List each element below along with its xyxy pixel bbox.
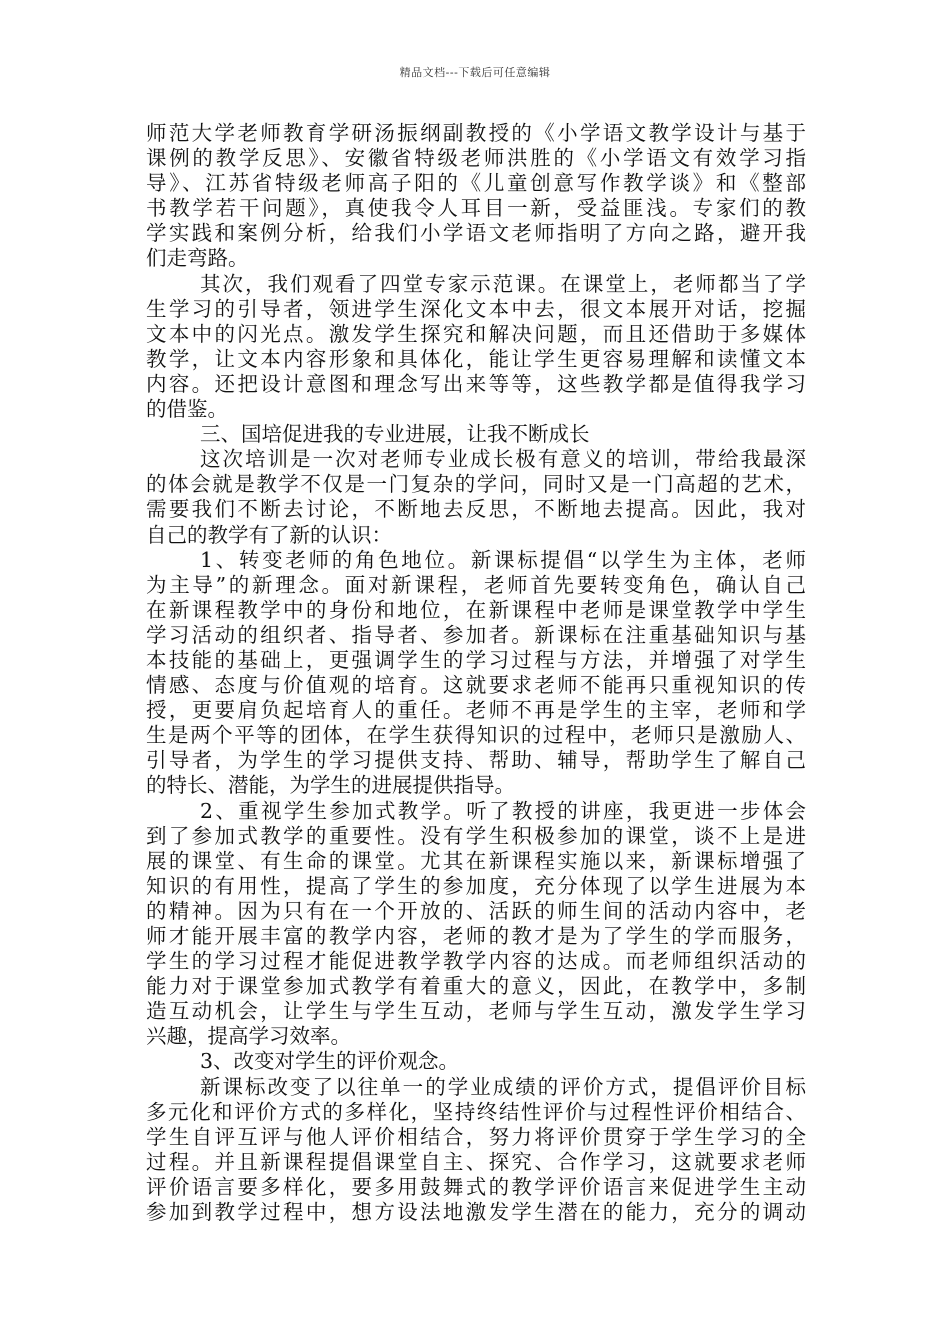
text-line: 知识的有用性，提高了学生的参加度，充分体现了以学生进展为本: [146, 873, 806, 898]
text-line: 多元化和评价方式的多样化，坚持终结性评价与过程性评价相结合、: [146, 1099, 806, 1124]
text-line: 这次培训是一次对老师专业成长极有意义的培训，带给我最深: [200, 447, 806, 472]
text-line: 1、转变老师的角色地位。新课标提倡“以学生为主体，老师: [200, 547, 806, 572]
text-line: 学习活动的组织者、指导者、参加者。新课标在注重基础知识与基: [146, 622, 806, 647]
text-line: 三、国培促进我的专业进展，让我不断成长: [200, 422, 590, 447]
text-line: 学实践和案例分析，给我们小学语文老师指明了方向之路，避开我: [146, 221, 806, 246]
text-line: 展的课堂、有生命的课堂。尤其在新课程实施以来，新课标增强了: [146, 848, 806, 873]
text-line: 本技能的基础上，更强调学生的学习过程与方法，并增强了对学生: [146, 647, 806, 672]
text-line: 生是两个平等的团体，在学生获得知识的过程中，老师只是激励人、: [146, 723, 806, 748]
text-line: 情感、态度与价值观的培育。这就要求老师不能再只重视知识的传: [146, 673, 806, 698]
text-line: 授，更要肩负起培育人的重任。老师不再是学生的主宰，老师和学: [146, 698, 806, 723]
text-line: 到了参加式教学的重要性。没有学生积极参加的课堂，谈不上是进: [146, 823, 806, 848]
document-body: [146, 121, 806, 1225]
text-line: 其次，我们观看了四堂专家示范课。在课堂上，老师都当了学: [200, 271, 806, 296]
text-line: 的特长、潜能，为学生的进展提供指导。: [146, 773, 515, 798]
text-line: 的借鉴。: [146, 397, 228, 422]
text-line: 2、重视学生参加式教学。听了教授的讲座，我更进一步体会: [200, 798, 806, 823]
text-line: 引导者，为学生的学习提供支持、帮助、辅导，帮助学生了解自己: [146, 748, 806, 773]
text-line: 导》、江苏省特级老师高子阳的《儿童创意写作教学谈》和《整部: [146, 171, 806, 196]
text-line: 们走弯路。: [146, 246, 249, 271]
text-line: 书教学若干问题》，真使我令人耳目一新，受益匪浅。专家们的教: [146, 196, 806, 221]
text-line: 的体会就是教学不仅是一门复杂的学问，同时又是一门高超的艺术，: [146, 472, 806, 497]
text-line: 内容。还把设计意图和理念写出来等等，这些教学都是值得我学习: [146, 371, 806, 396]
text-line: 需要我们不断去讨论，不断地去反思，不断地去提高。因此，我对: [146, 497, 806, 522]
text-line: 过程。并且新课程提倡课堂自主、探究、合作学习，这就要求老师: [146, 1149, 806, 1174]
text-line: 兴趣，提高学习效率。: [146, 1024, 351, 1049]
text-line: 师才能开展丰富的教学内容，老师的教才是为了学生的学而服务，: [146, 924, 806, 948]
text-line: 能力对于课堂参加式教学有着重大的意义，因此，在教学中，多制: [146, 974, 806, 999]
text-line: 在新课程教学中的身份和地位，在新课程中老师是课堂教学中学生: [146, 597, 806, 622]
text-line: 教学，让文本内容形象和具体化，能让学生更容易理解和读懂文本: [146, 346, 806, 371]
text-line: 参加到教学过程中，想方设法地激发学生潜在的能力，充分的调动: [146, 1200, 806, 1225]
text-line: 课例的教学反思》、安徽省特级老师洪胜的《小学语文有效学习指: [146, 146, 806, 171]
text-line: 新课标改变了以往单一的学业成绩的评价方式，提倡评价目标: [200, 1074, 806, 1099]
text-line: 生学习的引导者，领进学生深化文本中去，很文本展开对话，挖掘: [146, 296, 806, 321]
text-line: 学生自评互评与他人评价相结合，努力将评价贯穿于学生学习的全: [146, 1124, 806, 1149]
text-line: 学生的学习过程才能促进教学教学内容的达成。而老师组织活动的: [146, 949, 806, 974]
text-line: 文本中的闪光点。激发学生探究和解决问题，而且还借助于多媒体: [146, 321, 806, 346]
text-line: 自己的教学有了新的认识：: [146, 522, 392, 547]
text-line: 3、改变对学生的评价观念。: [200, 1049, 460, 1074]
page-header: 精品文档---下载后可任意编辑: [399, 66, 551, 79]
text-line: 评价语言要多样化，要多用鼓舞式的教学评价语言来促进学生主动: [146, 1174, 806, 1199]
text-line: 的精神。因为只有在一个开放的、活跃的师生间的活动内容中，老: [146, 898, 806, 923]
text-line: 为主导”的新理念。面对新课程，老师首先要转变角色，确认自己: [146, 572, 806, 597]
text-line: 师范大学老师教育学研汤振纲副教授的《小学语文教学设计与基于: [146, 121, 806, 145]
text-line: 造互动机会，让学生与学生互动，老师与学生互动，激发学生学习: [146, 999, 806, 1024]
